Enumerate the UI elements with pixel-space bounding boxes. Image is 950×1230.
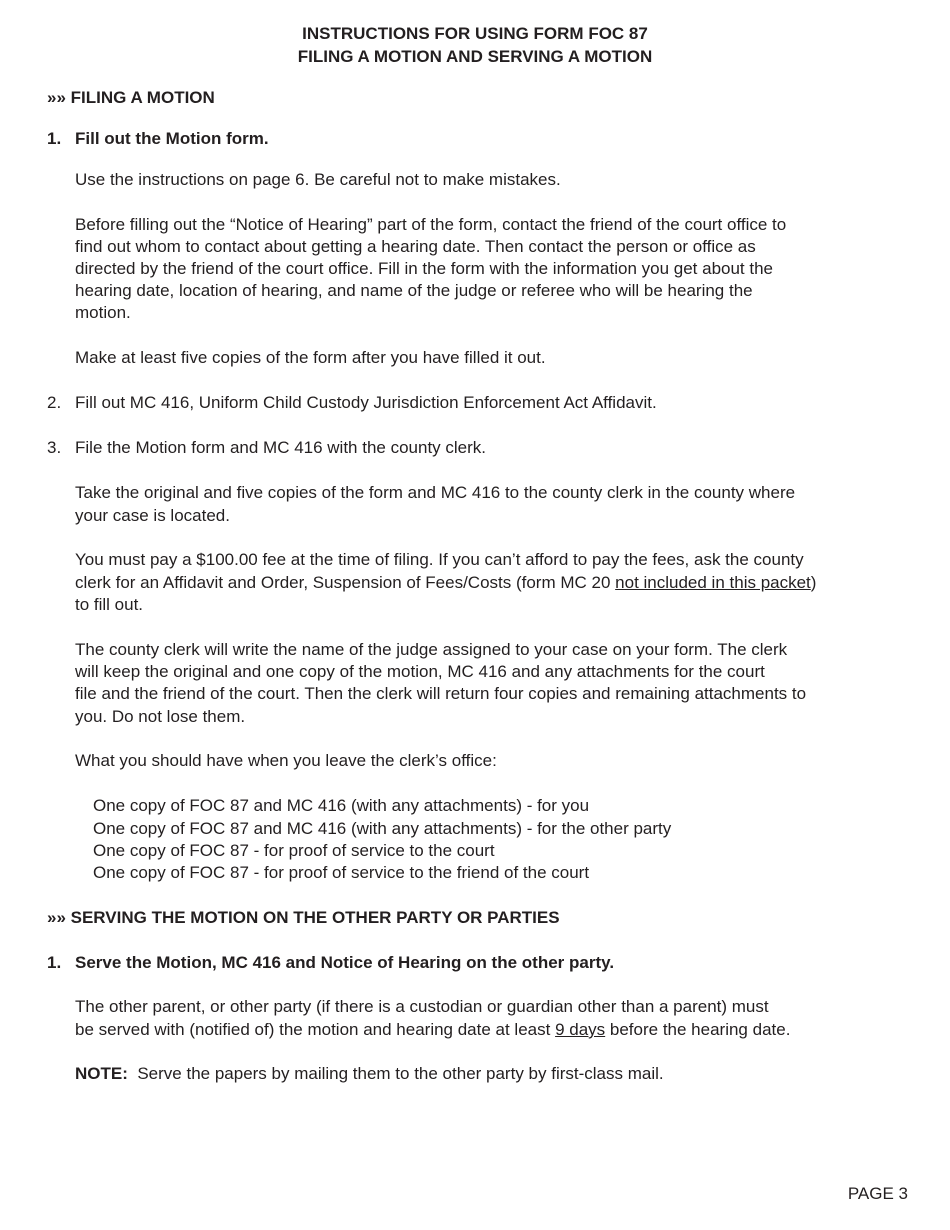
page-number: PAGE 3: [847, 1184, 908, 1203]
list-item: One copy of FOC 87 and MC 416 (with any attachments) - for you: [93, 796, 590, 815]
text-run: clerk for an Affidavit and Order, Suspension of Fees/Costs (form MC 20: [75, 573, 616, 592]
filing-step1-paragraph3: Make at least five copies of the form after you have filled it out.: [75, 348, 546, 367]
serving-note: [75, 1063, 664, 1085]
list-item: One copy of FOC 87 and MC 416 (with any attachments) - for the other party: [93, 819, 672, 838]
filing-heading: »» FILING A MOTION: [47, 88, 215, 107]
paragraph-line: [75, 572, 816, 594]
filing-step3-text: File the Motion form and MC 416 with the county clerk.: [75, 438, 487, 457]
text-run: be served with (notified of) the motion and hearing date at least: [75, 1020, 556, 1039]
paragraph-line: The county clerk will write the name of the judge assigned to your case on your form. The clerk: [75, 640, 788, 659]
note-text: Serve the papers by mailing them to the other party by first-class mail.: [127, 1064, 664, 1083]
paragraph-line: The other parent, or other party (if there is a custodian or guardian other than a parent) must: [75, 997, 769, 1016]
list-item: One copy of FOC 87 - for proof of service to the court: [93, 841, 495, 860]
not-included-note: not included in this packet: [615, 573, 811, 592]
paragraph-line: You must pay a $100.00 fee at the time of filing. If you can’t afford to pay the fees, ask the county: [75, 550, 804, 569]
paragraph-line: to fill out.: [75, 595, 144, 614]
filing-step3-paragraph4: What you should have when you leave the clerk’s office:: [75, 751, 497, 770]
page-title-line1: INSTRUCTIONS FOR USING FORM FOC 87: [302, 24, 648, 43]
filing-step3-number: 3.: [47, 438, 62, 457]
filing-step1-paragraph1: Use the instructions on page 6. Be careful not to make mistakes.: [75, 170, 561, 189]
serving-heading: »» SERVING THE MOTION ON THE OTHER PARTY OR PARTIES: [47, 908, 560, 927]
filing-step2-text: Fill out MC 416, Uniform Child Custody Jurisdiction Enforcement Act Affidavit.: [75, 393, 657, 412]
text-run: before the hearing date.: [605, 1020, 791, 1039]
paragraph-line: you. Do not lose them.: [75, 707, 246, 726]
text-run: ): [810, 573, 817, 592]
paragraph-line: hearing date, location of hearing, and name of the judge or referee who will be hearing the: [75, 281, 753, 300]
days-notice: 9 days: [555, 1020, 606, 1039]
paragraph-line: file and the friend of the court. Then the clerk will return four copies and remaining attachments to: [75, 684, 807, 703]
paragraph-line: directed by the friend of the court office. Fill in the form with the information you get about the: [75, 259, 774, 278]
serving-step1-title: Serve the Motion, MC 416 and Notice of Hearing on the other party.: [75, 953, 615, 972]
page-title-line2: FILING A MOTION AND SERVING A MOTION: [297, 47, 653, 66]
paragraph-line: your case is located.: [75, 506, 230, 525]
list-item: One copy of FOC 87 - for proof of service to the friend of the court: [93, 863, 590, 882]
filing-step2-number: 2.: [47, 393, 62, 412]
paragraph-line: Take the original and five copies of the form and MC 416 to the county clerk in the county where: [75, 483, 796, 502]
serving-step1-number: 1.: [47, 953, 62, 972]
paragraph-line: will keep the original and one copy of the motion, MC 416 and any attachments for the court: [75, 662, 765, 681]
paragraph-line: find out whom to contact about getting a hearing date. Then contact the person or office as: [75, 237, 756, 256]
paragraph-line: Before filling out the “Notice of Hearing” part of the form, contact the friend of the court office to: [75, 215, 787, 234]
filing-step1-number: 1.: [47, 129, 62, 148]
paragraph-line: motion.: [75, 303, 131, 322]
filing-step1-title: Fill out the Motion form.: [75, 129, 269, 148]
paragraph-line: [75, 1019, 790, 1041]
note-label: NOTE:: [75, 1064, 128, 1083]
